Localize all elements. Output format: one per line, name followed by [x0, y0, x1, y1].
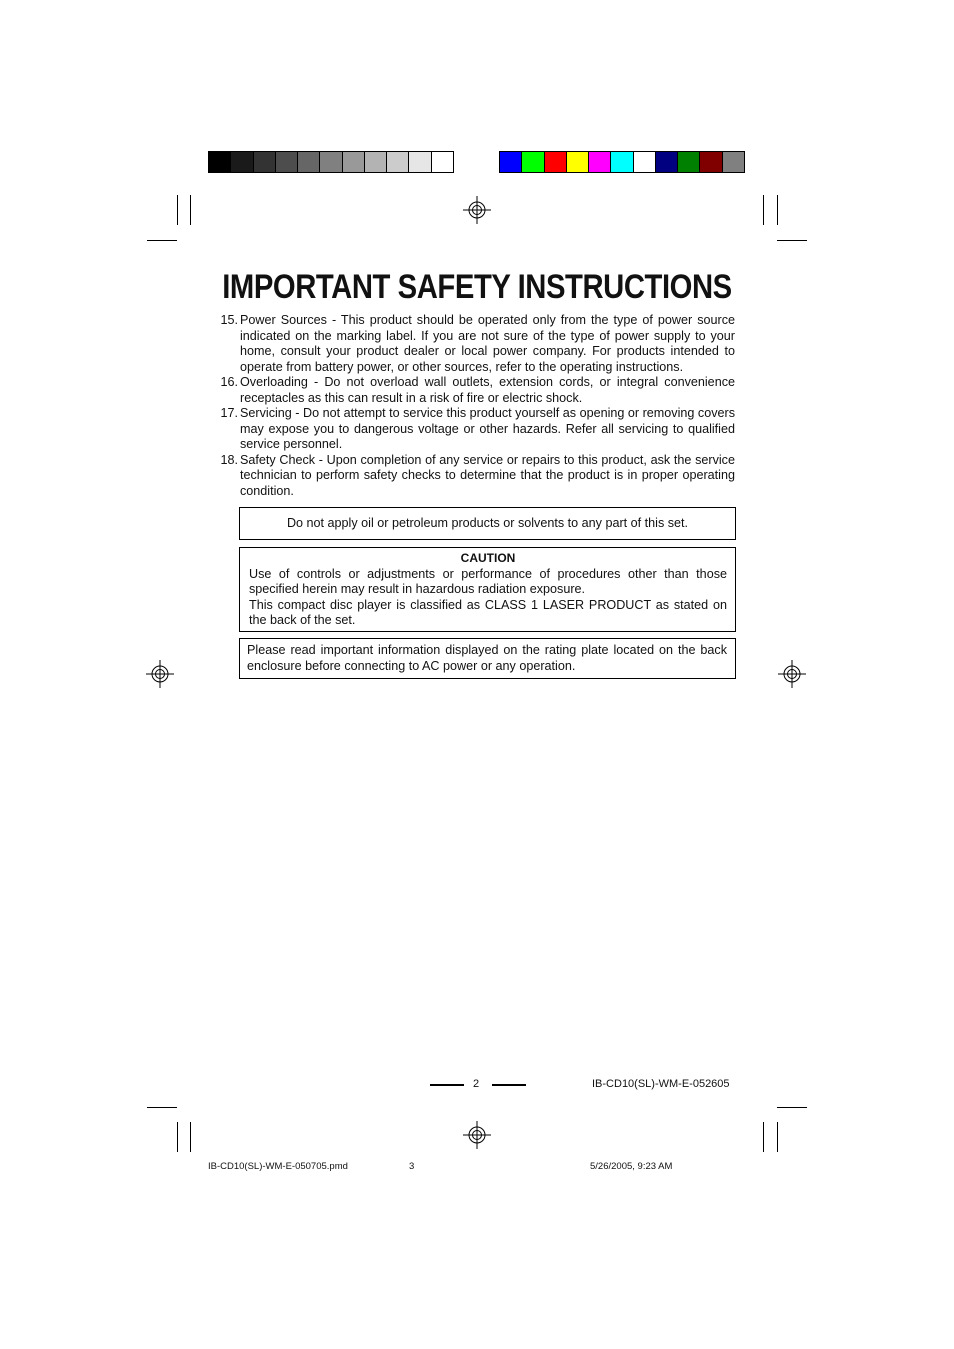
color-swatch — [723, 152, 744, 172]
rating-plate-notice-box — [239, 638, 736, 679]
list-item — [214, 313, 735, 375]
color-calibration-bar — [499, 151, 745, 173]
item-text: Servicing - Do not attempt to service this product yourself as opening or removing covers may expose you to dangerous voltage or other hazards. Refer all servicing to qualified service personnel. — [240, 406, 735, 451]
caution-text-1: Use of controls or adjustments or performance of procedures other than those specified herein may result in hazardous radiation exposure. — [249, 566, 727, 596]
crop-mark — [777, 1122, 778, 1152]
page-number-rule — [430, 1084, 464, 1086]
color-swatch — [231, 152, 253, 172]
item-text: Safety Check - Upon completion of any service or repairs to this product, ask the service technician to perform safety checks to determine that the product is in proper operating condition. — [240, 452, 735, 498]
color-swatch — [387, 152, 409, 172]
crop-mark — [777, 195, 778, 225]
crop-mark — [177, 195, 178, 225]
color-swatch — [589, 152, 611, 172]
item-number: 18. — [220, 452, 238, 467]
list-item — [214, 453, 735, 500]
color-swatch — [522, 152, 544, 172]
crop-mark — [777, 240, 807, 241]
page-number: 2 — [473, 1078, 480, 1090]
item-text: Overloading - Do not overload wall outlets, extension cords, or integral convenience receptacles as this can result in a risk of fire or electric shock. — [240, 375, 735, 405]
item-text: Power Sources - This product should be operated only from the type of power source indicated on the marking label. If you are not sure of the type of power supply to your home, consult your product dealer or local power company. For products intended to operate from battery power, or other sources, refer to the operating instructions. — [240, 313, 735, 374]
crop-mark — [190, 1122, 191, 1152]
caution-box — [239, 547, 736, 632]
footer-timestamp: 5/26/2005, 9:23 AM — [590, 1161, 673, 1172]
color-swatch — [567, 152, 589, 172]
list-item — [214, 406, 735, 453]
caution-text-2: This compact disc player is classified as CLASS 1 LASER PRODUCT as stated on the back of the set. — [249, 597, 727, 627]
color-swatch — [500, 152, 522, 172]
color-swatch — [432, 152, 453, 172]
registration-mark-icon — [146, 660, 174, 688]
registration-mark-icon — [463, 1121, 491, 1149]
page-number-rule — [492, 1084, 526, 1086]
color-swatch — [634, 152, 656, 172]
crop-mark — [763, 1122, 764, 1152]
registration-mark-icon — [463, 196, 491, 224]
rating-plate-notice-text: Please read important information displayed on the rating plate located on the back enclosure before connecting to AC power or any operation. — [247, 643, 727, 673]
color-swatch — [276, 152, 298, 172]
color-swatch — [365, 152, 387, 172]
crop-mark — [147, 1107, 177, 1108]
crop-mark — [177, 1122, 178, 1152]
crop-mark — [777, 1107, 807, 1108]
page-title: IMPORTANT SAFETY INSTRUCTIONS — [222, 268, 732, 306]
color-swatch — [298, 152, 320, 172]
grayscale-calibration-bar — [208, 151, 454, 173]
color-swatch — [611, 152, 633, 172]
crop-mark — [190, 195, 191, 225]
item-number: 17. — [220, 406, 238, 420]
list-item — [214, 375, 735, 406]
color-swatch — [320, 152, 342, 172]
oil-notice-text: Do not apply oil or petroleum products or solvents to any part of this set. — [286, 516, 689, 530]
crop-mark — [147, 240, 177, 241]
footer-filename: IB-CD10(SL)-WM-E-050705.pmd — [208, 1161, 348, 1172]
footer-sheet-number: 3 — [409, 1161, 415, 1172]
crop-mark — [763, 195, 764, 225]
oil-notice-box — [239, 507, 736, 540]
color-swatch — [545, 152, 567, 172]
color-swatch — [209, 152, 231, 172]
color-swatch — [409, 152, 431, 172]
color-swatch — [700, 152, 722, 172]
item-number: 16. — [220, 375, 238, 389]
safety-instructions-list — [214, 313, 735, 499]
color-swatch — [678, 152, 700, 172]
caution-heading: CAUTION — [460, 551, 516, 565]
registration-mark-icon — [778, 660, 806, 688]
item-number: 15. — [220, 313, 238, 327]
color-swatch — [343, 152, 365, 172]
document-code: IB-CD10(SL)-WM-E-052605 — [592, 1078, 730, 1090]
color-swatch — [656, 152, 678, 172]
color-swatch — [254, 152, 276, 172]
